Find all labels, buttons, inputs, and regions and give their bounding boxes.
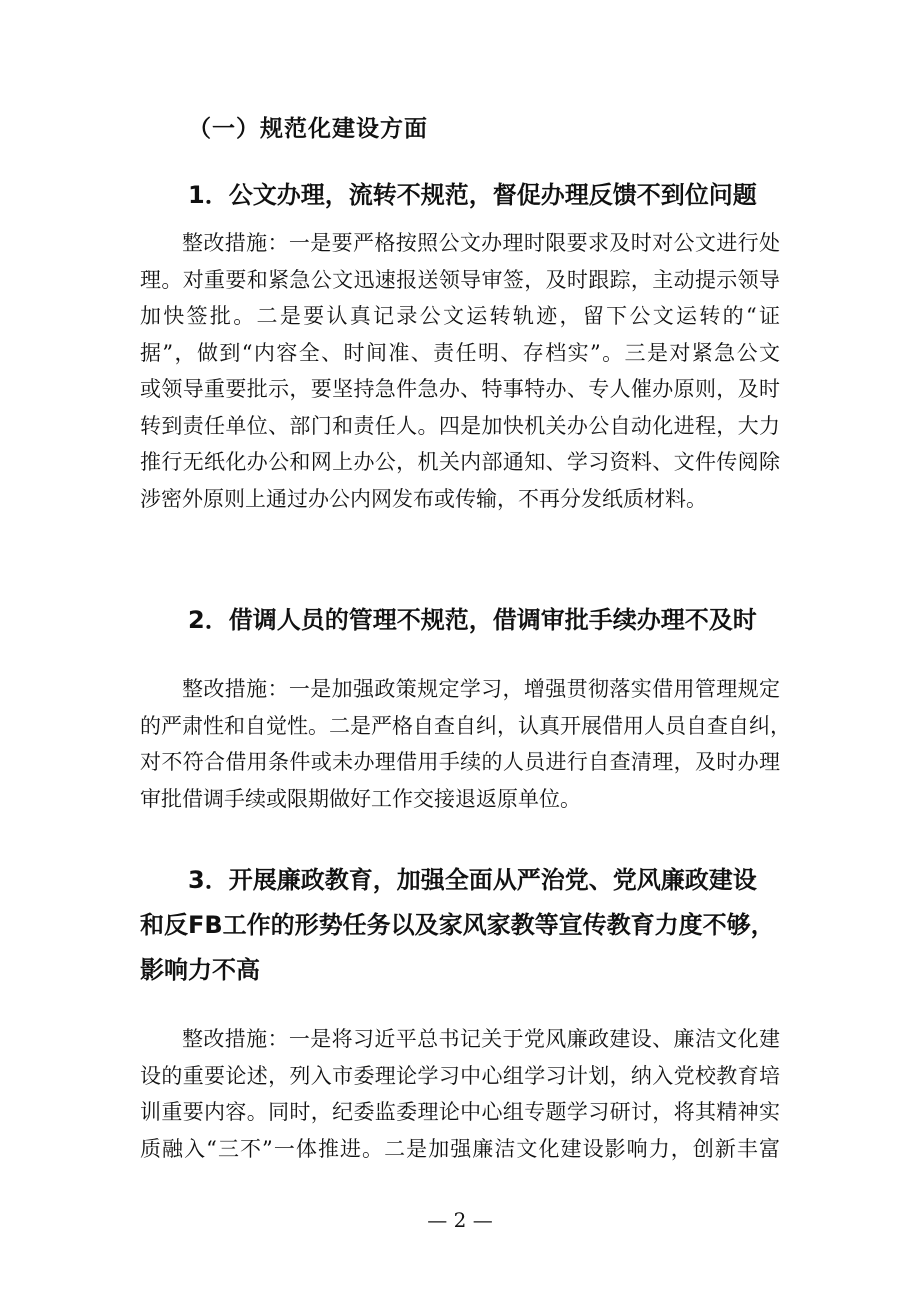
item-3-line-1: 整改措施：一是将习近平总书记关于党风廉政建设、廉洁文化建: [182, 1027, 780, 1051]
item-1-line-8: 涉密外原则上通过办公内网发布或传输，不再分发纸质材料。: [140, 486, 707, 511]
item-3-heading-line-2: 和反FB工作的形势任务以及家风家教等宣传教育力度不够，: [140, 911, 775, 939]
item-1-line-1: 整改措施：一是要严格按照公文办理时限要求及时对公文进行处: [182, 231, 780, 255]
item-3-line-4: 质融入“三不”一体推进。二是加强廉洁文化建设影响力，创新丰富: [140, 1136, 780, 1161]
item-1-line-3: 加快签批。二是要认真记录公文运转轨迹，留下公文运转的“证: [140, 304, 780, 328]
item-3-line-2: 设的重要论述，列入市委理论学习中心组学习计划，纳入党校教育培: [140, 1063, 780, 1088]
item-3-body: [140, 1021, 780, 1167]
item-3-heading-line-1: 3．开展廉政教育，加强全面从严治党、党风廉政建设: [188, 866, 757, 894]
item-2-line-1: 整改措施：一是加强政策规定学习，增强贯彻落实借用管理规定: [182, 677, 780, 701]
item-1-body: [140, 225, 780, 517]
item-2-line-4: 审批借调手续或限期做好工作交接退返原单位。: [140, 786, 581, 811]
item-1-heading: 1．公文办理，流转不规范，督促办理反馈不到位问题: [188, 181, 757, 209]
item-2-line-3: 对不符合借用条件或未办理借用手续的人员进行自查清理，及时办理: [140, 750, 780, 774]
item-1-line-5: 或领导重要批示，要坚持急件急办、特事特办、专人催办原则，及时: [140, 377, 780, 401]
item-3-heading: [140, 858, 780, 993]
item-2-body: [140, 671, 791, 817]
item-3-heading-line-3: 影响力不高: [140, 956, 260, 984]
item-2-heading: 2．借调人员的管理不规范，借调审批手续办理不及时: [188, 606, 757, 634]
item-1-line-6: 转到责任单位、部门和责任人。四是加快机关办公自动化进程，大力: [140, 413, 780, 438]
section-heading: （一）规范化建设方面: [188, 116, 428, 142]
item-1-line-2: 理。对重要和紧急公文迅速报送领导审签，及时跟踪，主动提示领导: [140, 267, 780, 292]
item-3-line-3: 训重要内容。同时，纪委监委理论中心组专题学习研讨，将其精神实: [140, 1100, 780, 1124]
item-1-line-4: 据”，做到“内容全、时间准、责任明、存档实”。三是对紧急公文: [140, 340, 780, 365]
item-1-line-7: 推行无纸化办公和网上办公，机关内部通知、学习资料、文件传阅除: [140, 450, 780, 474]
item-2-line-2: 的严肃性和自觉性。二是严格自查自纠，认真开展借用人员自查自纠，: [140, 713, 791, 738]
page-number: — 2 —: [427, 1208, 493, 1232]
